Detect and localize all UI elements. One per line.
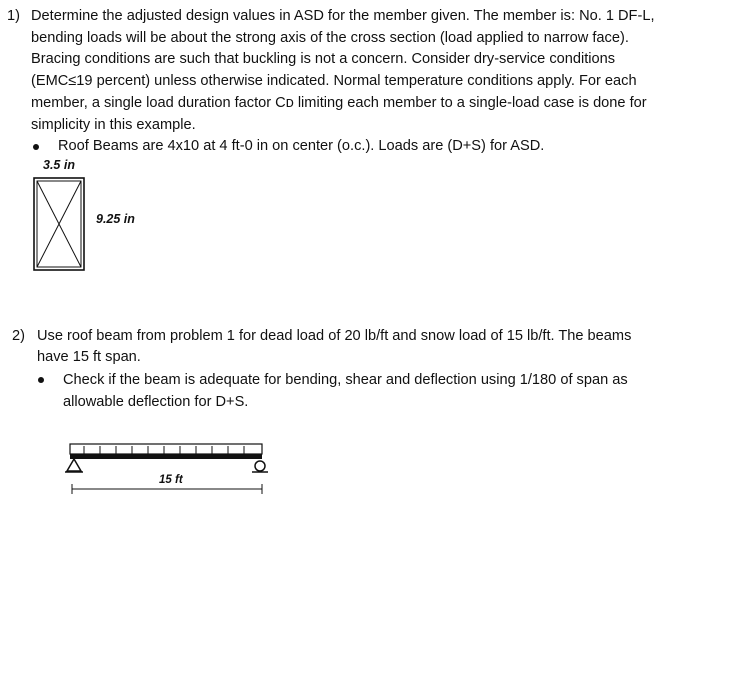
problem-1-line: simplicity in this example. bbox=[31, 117, 196, 133]
beam bbox=[70, 454, 262, 459]
roller-support-icon bbox=[255, 461, 265, 471]
beam-diagram bbox=[62, 440, 274, 498]
problem-1-line: Bracing conditions are such that buckling is not a concern. Consider dry-service conditions bbox=[31, 51, 616, 67]
distributed-load-box bbox=[70, 444, 262, 454]
problem-1 bbox=[0, 0, 733, 180]
bullet-dot-icon bbox=[33, 144, 39, 150]
problem-2-bullet-line: Check if the beam is adequate for bending, shear and deflection using 1/180 of span as bbox=[63, 372, 628, 388]
load-arrows bbox=[84, 446, 244, 454]
problem-2-number: 2) bbox=[12, 328, 25, 344]
pin-support-icon bbox=[67, 459, 81, 471]
problem-1-line: bending loads will be about the strong axis of the cross section (load applied to narrow face). bbox=[31, 30, 629, 46]
problem-1-line: member, a single load duration factor Cᴅ limiting each member to a single-load case is done for bbox=[31, 95, 647, 111]
cross-section-figure bbox=[33, 177, 87, 273]
section-width-label: 3.5 in bbox=[43, 158, 75, 172]
problem-1-line: (EMC≤19 percent) unless otherwise indicated. Normal temperature conditions apply. For each bbox=[31, 73, 637, 89]
section-depth-label: 9.25 in bbox=[96, 212, 135, 226]
problem-2 bbox=[0, 322, 733, 422]
problem-2-bullet-line: allowable deflection for D+S. bbox=[63, 394, 249, 410]
bullet-dot-icon bbox=[38, 377, 44, 383]
span-label: 15 ft bbox=[159, 474, 183, 486]
problem-1-number: 1) bbox=[7, 8, 20, 24]
problem-2-line: have 15 ft span. bbox=[37, 349, 141, 365]
problem-1-line: Determine the adjusted design values in ASD for the member given. The member is: No. 1 DF-L, bbox=[31, 8, 655, 24]
problem-1-bullet: Roof Beams are 4x10 at 4 ft-0 in on center (o.c.). Loads are (D+S) for ASD. bbox=[58, 138, 545, 154]
problem-2-line: Use roof beam from problem 1 for dead load of 20 lb/ft and snow load of 15 lb/ft. The beams bbox=[37, 328, 632, 344]
